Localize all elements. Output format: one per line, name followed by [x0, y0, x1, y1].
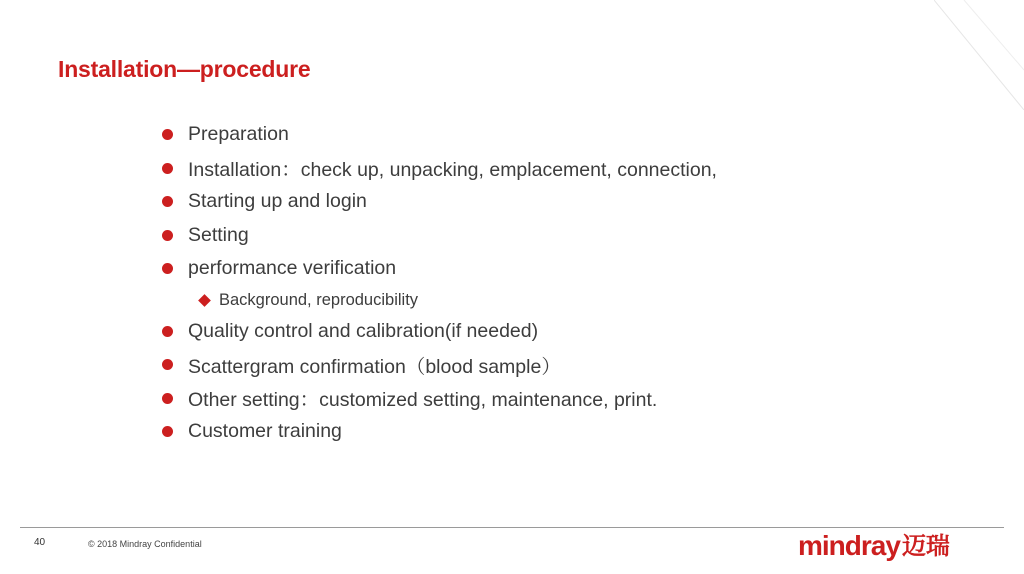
bullet-text: Scattergram confirmation（blood sample） — [188, 355, 561, 378]
bullet-text: Quality control and calibration(if needed) — [188, 319, 539, 342]
red-dot-icon — [162, 263, 173, 274]
bullet-text: Setting — [188, 223, 249, 246]
bullet-item — [162, 315, 717, 349]
bullet-list — [162, 118, 717, 449]
slide-title: Installation—procedure — [58, 56, 311, 82]
bullet-item — [162, 185, 717, 219]
bullet-text: Starting up and login — [188, 190, 367, 213]
red-dot-icon — [162, 359, 173, 370]
red-diamond-icon — [198, 294, 211, 307]
sub-bullet-text: Background, reproducibility — [219, 290, 419, 309]
bullet-item — [162, 348, 717, 382]
bullet-text: Preparation — [188, 123, 289, 146]
bullet-item — [162, 382, 717, 416]
bullet-item — [162, 219, 717, 253]
corner-decoration — [934, 0, 1024, 110]
red-dot-icon — [162, 326, 173, 337]
footer-divider — [20, 527, 1004, 528]
logo-chinese-text: 迈瑞 — [901, 532, 950, 560]
red-dot-icon — [162, 129, 173, 140]
red-dot-icon — [162, 393, 173, 404]
bullet-item — [162, 252, 717, 286]
red-dot-icon — [162, 230, 173, 241]
red-dot-icon — [162, 426, 173, 437]
logo-wordmark: mindray — [798, 530, 900, 561]
red-dot-icon — [162, 163, 173, 174]
bullet-item — [162, 415, 717, 449]
mindray-logo — [798, 532, 950, 560]
bullet-text: Other setting：customized setting, maintenance, print. — [188, 389, 658, 412]
bullet-text: performance verification — [188, 257, 397, 280]
bullet-item — [162, 118, 717, 152]
sub-bullet-item — [162, 286, 717, 315]
copyright-notice: © 2018 Mindray Confidential — [88, 539, 202, 549]
red-dot-icon — [162, 196, 173, 207]
bullet-text: Installation：check up, unpacking, emplacement, connection, — [188, 159, 717, 182]
bullet-text: Customer training — [188, 420, 342, 443]
bullet-item — [162, 152, 717, 186]
page-number: 40 — [34, 537, 46, 548]
